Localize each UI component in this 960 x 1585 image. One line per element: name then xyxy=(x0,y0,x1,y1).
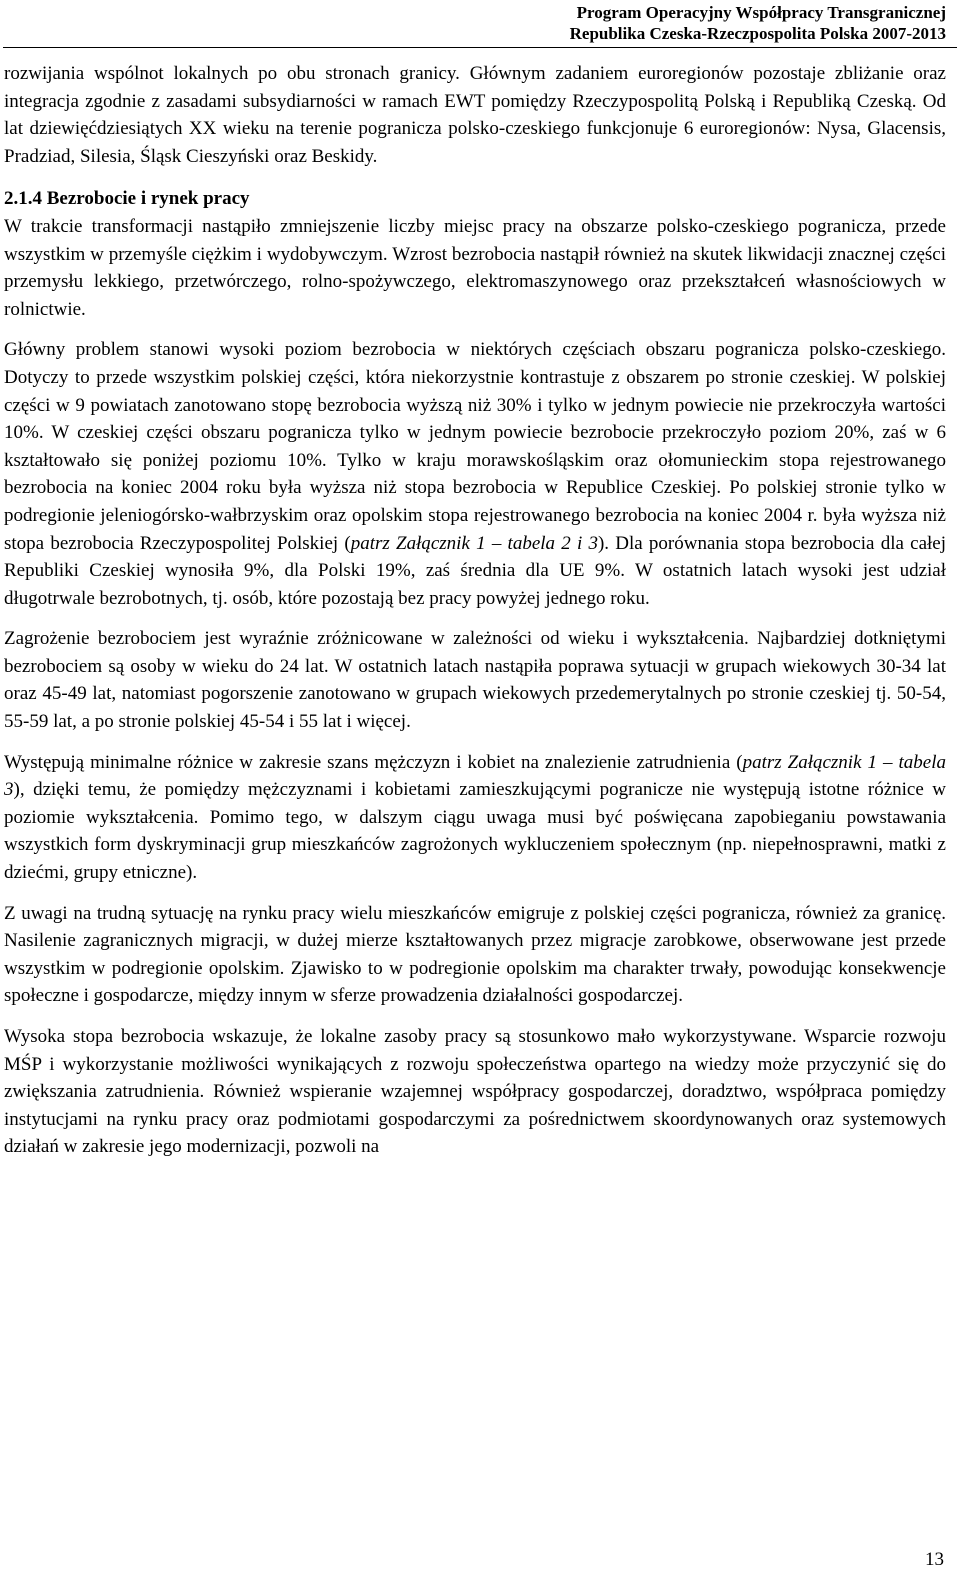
header-program-subtitle: Republika Czeska-Rzeczpospolita Polska 2007-2013 xyxy=(569,24,946,43)
paragraph-labour-resources: Wysoka stopa bezrobocia wskazuje, że lokalne zasoby pracy są stosunkowo mało wykorzystywane. Wsparcie rozwoju MŚP i wykorzystanie możliwości wynikających z rozwoju społeczeństwa opartego na wiedzy może przyczynić się do zwiększania zatrudnienia. Również wspieranie wzajemnej współpracy gospodarczej, doradztwo, współpraca pomiędzy instytucjami na rynku pracy oraz podmiotami gospodarczymi za pośrednictwem skoordynowanych oraz systemowych działań w zakresie jego modernizacji, pozwoli na xyxy=(4,1026,946,1158)
document-body xyxy=(4,60,946,1174)
paragraph-euroregions: rozwijania wspólnot lokalnych po obu stronach granicy. Głównym zadaniem euroregionów pozostaje zbliżanie oraz integracja zgodnie z zasadami subsydiarności w ramach EWT pomiędzy Rzeczypospolitą Polską i Republiką Czeską. Od lat dziewięćdziesiątych XX wieku na terenie pogranicza polsko-czeskiego funkcjonuje 6 euroregionów: Nysa, Glacensis, Pradziad, Silesia, Śląsk Cieszyński oraz Beskidy. xyxy=(4,63,946,167)
paragraph-age-education: Zagrożenie bezrobociem jest wyraźnie zróżnicowane w zależności od wieku i wykształcenia. Najbardziej dotkniętymi bezrobociem są osoby w wieku do 24 lat. W ostatnich latach nastąpiła poprawa sytuacji w grupach wiekowych 30-34 lat oraz 45-49 lat, natomiast pogorszenie zanotowano w grupach wiekowych przedemerytalnych po stronie czeskiej tj. 50-54, 55-59 lat, a po stronie polskiej 45-54 i 55 lat i więcej. xyxy=(4,628,946,733)
paragraph-migration: Z uwagi na trudną sytuację na rynku pracy wielu mieszkańców emigruje z polskiej części pogranicza, również za granicę. Nasilenie zagranicznych migracji, w dużej mierze kształtowanych przez migracje zarobkowe, obserwowane jest przede wszystkim w podregionie opolskim. Zjawisko to w podregionie opolskim ma charakter trwały, powodując konsekwencje społeczne i gospodarcze, między innym w sferze prowadzenia działalności gospodarczej. xyxy=(4,902,946,1007)
section-heading: 2.1.4 Bezrobocie i rynek pracy xyxy=(4,188,250,210)
paragraph-text: ). Dla porównania stopa bezrobocia dla całej Republiki Czeskiej wynosiła 9%, dla Polski 19%, zaś średnia dla UE 9%. W ostatnich latach wysoki jest udział długotrwale bezrobotnych, tj. osób, które pozostają bez pracy powyżej jednego roku. xyxy=(4,532,946,609)
header-program-title: Program Operacyjny Współpracy Transgranicznej xyxy=(576,3,946,22)
paragraph-text: Występują minimalne różnice w zakresie szans mężczyzn i kobiet na znalezienie zatrudnienia ( xyxy=(4,751,743,773)
annex-reference: patrz Załącznik 1 – tabela 2 i 3 xyxy=(350,532,598,554)
paragraph-gender xyxy=(4,749,946,887)
paragraph-transformation: W trakcie transformacji nastąpiło zmniejszenie liczby miejsc pracy na obszarze polsko-czeskiego pogranicza, przede wszystkim w przemyśle ciężkim i wydobywczym. Wzrost bezrobocia nastąpił również na skutek likwidacji znacznej części przemysłu lekkiego, przetwórczego, rolno-spożywczego, elektromaszynowego oraz przekształceń własnościowych w rolnictwie. xyxy=(4,215,946,320)
paragraph-text: Główny problem stanowi wysoki poziom bezrobocia w niektórych częściach obszaru pogranicza polsko-czeskiego. Dotyczy to przede wszystkim polskiej części, która niekorzystnie kontrastuje z obszarem po stronie czeskiej. W polskiej części w 9 powiatach zanotowano stopę bezrobocia wyższą niż 30% i tylko w jednym powiecie nie przekroczyła wartości 10%. W czeskiej części obszaru pogranicza tylko w jednym powiecie bezrobocie przekroczyło poziom 20%, zaś w 6 kształtowało się poniżej poziomu 10%. Tylko w kraju morawskośląskim oraz ołomunieckim stopa rejestrowanego bezrobocia na koniec 2004 roku była wyższa niż stopa bezrobocia w Republice Czeskiej. Po polskiej stronie tylko w podregionie jeleniogórsko-wałbrzyskim oraz opolskim stopa rejestrowanego bezrobocia na koniec 2004 r. była wyższa niż stopa bezrobocia Rzeczypospolitej Polskiej ( xyxy=(4,339,946,554)
paragraph-text: ), dzięki temu, że pomiędzy mężczyznami i kobietami zamieszkującymi pogranicze nie występują istotne różnice w poziomie wykształcenia. Pomimo tego, w dalszym ciągu uwaga musi być poświęcana zapobieganiu powstawania wszystkich form dyskryminacji grup mieszkańców zagrożonych wykluczeniem społecznym (np. niepełnosprawni, matki z dziećmi, grupy etniczne). xyxy=(4,779,946,884)
page-header xyxy=(570,2,946,44)
header-divider xyxy=(3,47,957,48)
annex-reference: patrz Załącznik 1 – tabela 3 xyxy=(4,751,946,801)
page-number: 13 xyxy=(925,1549,944,1570)
paragraph-unemployment-levels xyxy=(4,336,946,612)
